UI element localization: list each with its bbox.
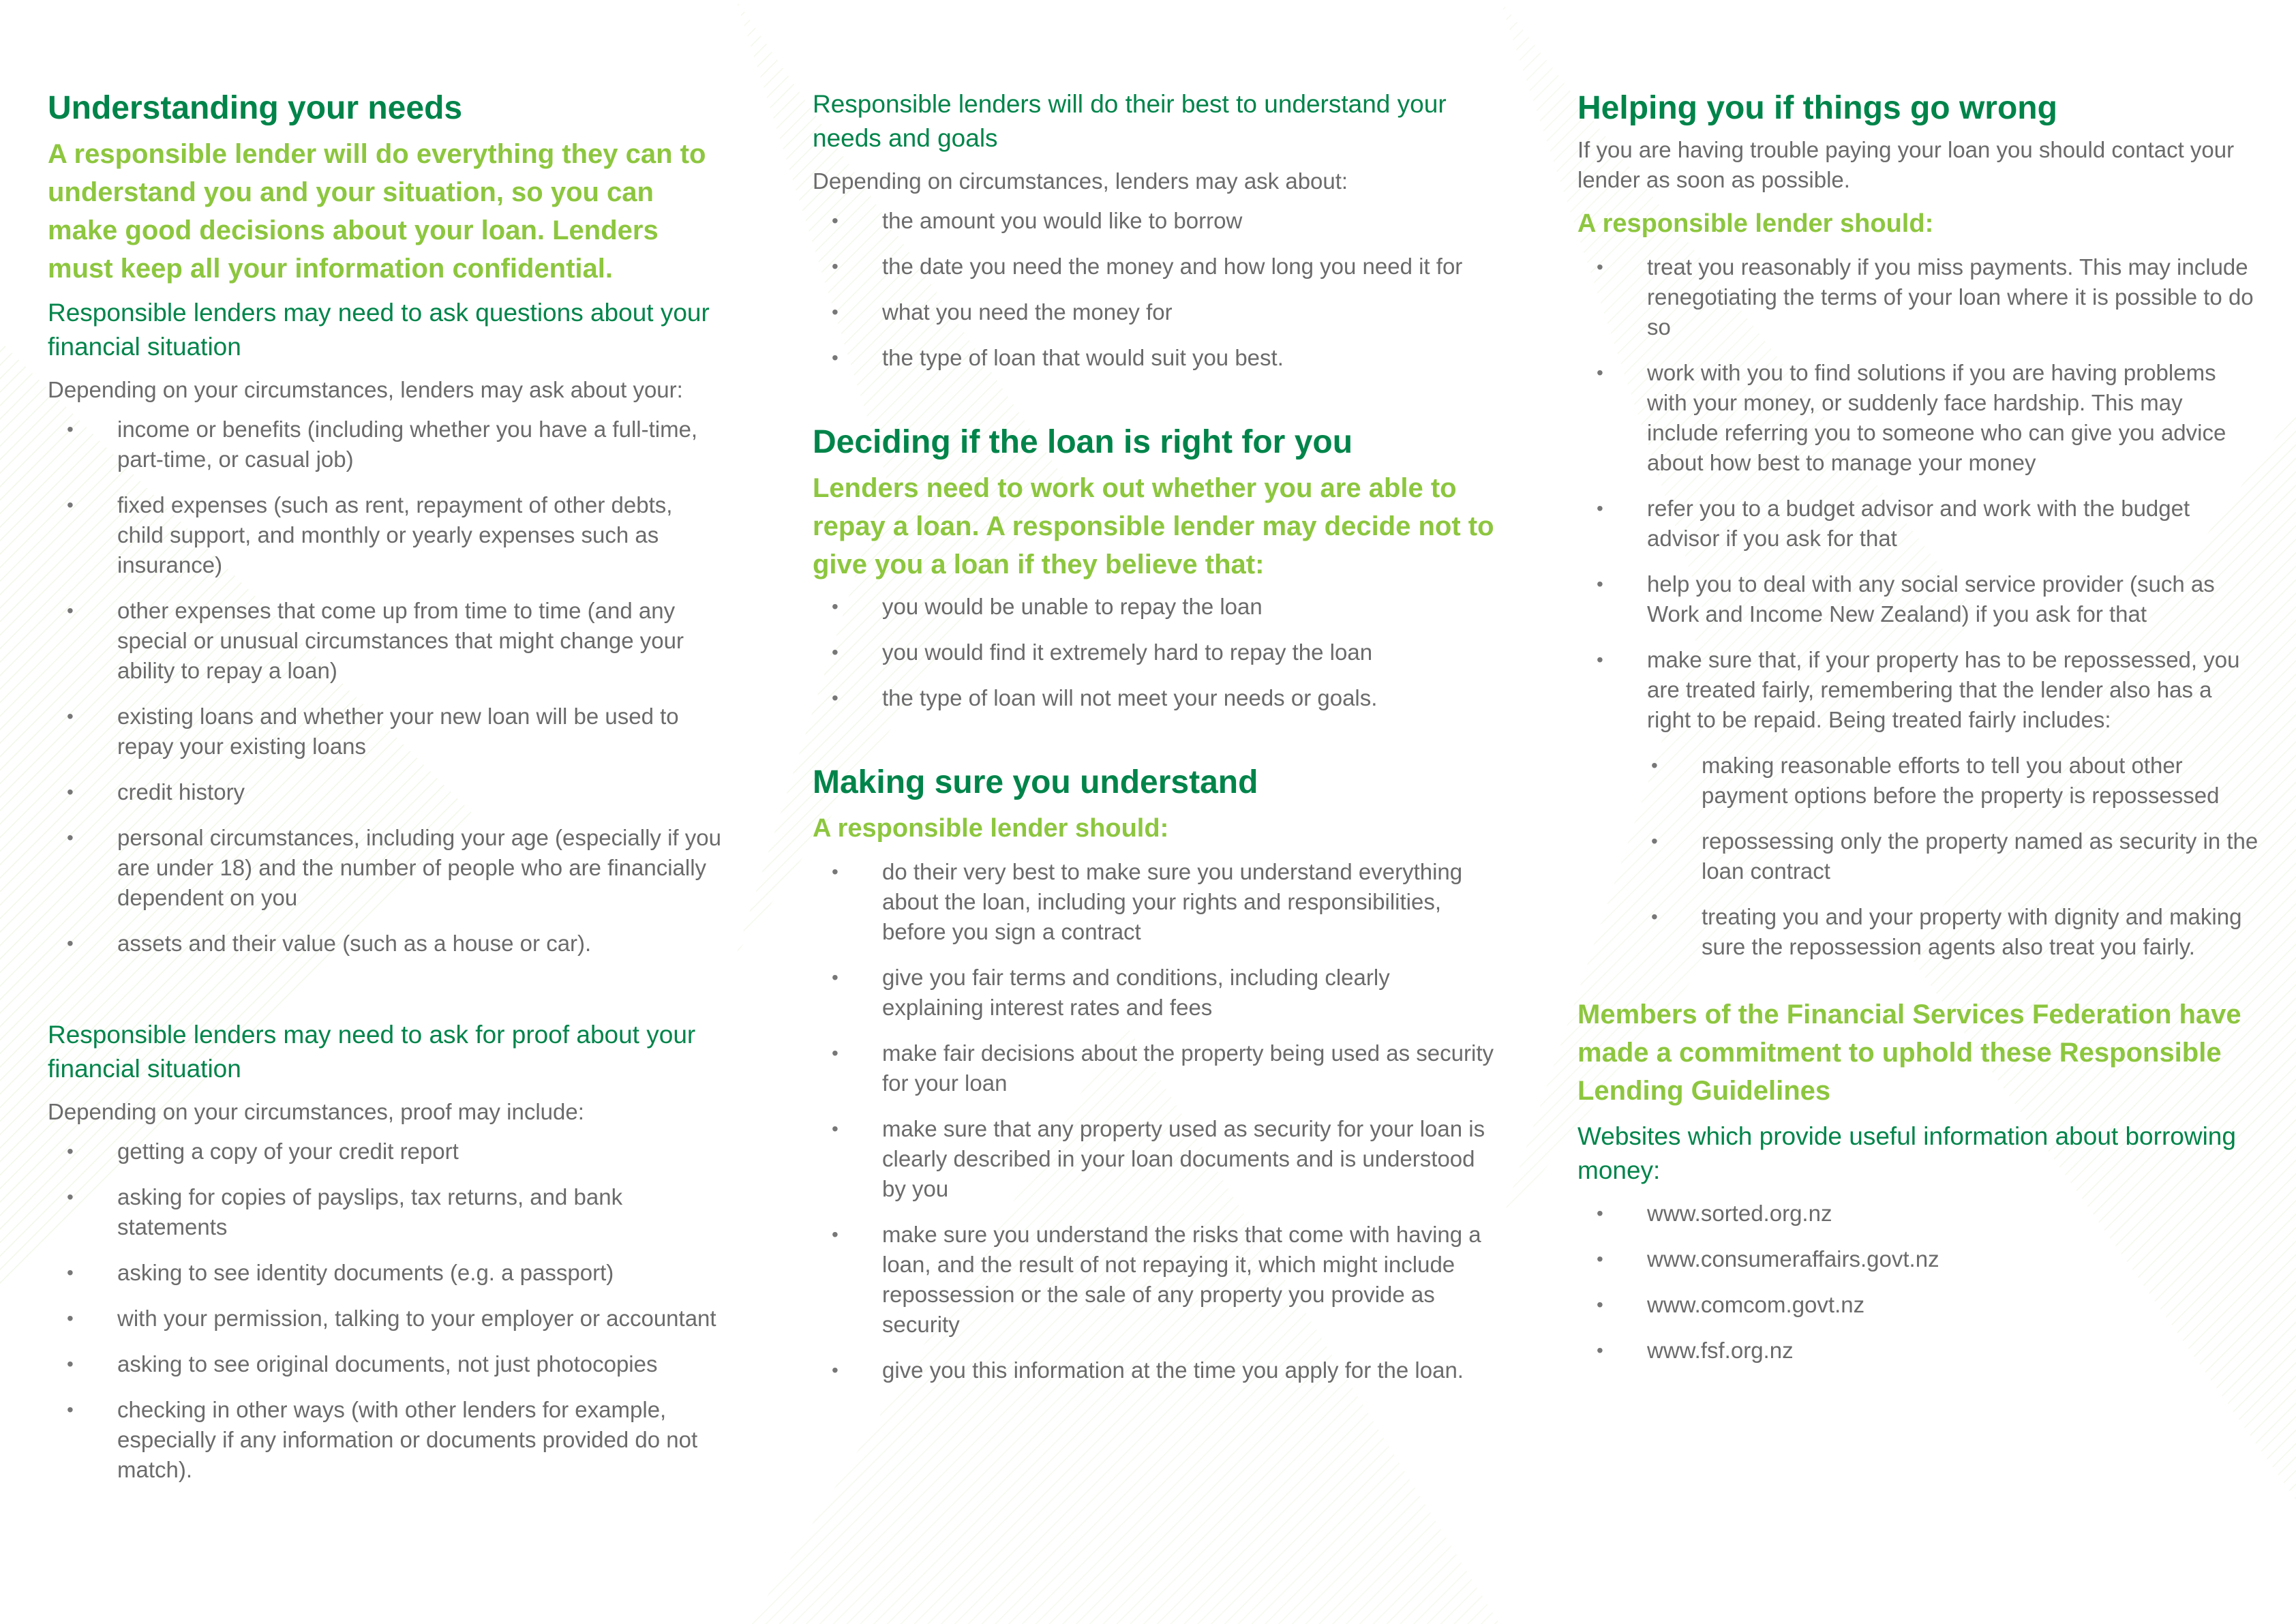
list-item: • give you fair terms and conditions, including clearly explaining interest rates and fees	[813, 963, 1494, 1023]
lead-helping: A responsible lender should:	[1577, 209, 1934, 238]
list-item: • refer you to a budget advisor and work with the budget advisor if you ask for that	[1577, 494, 2259, 554]
sublist-item: • treating you and your property with dignity and making sure the repossession agents also treat you fairly.	[1647, 902, 2259, 962]
lead-making-sure: A responsible lender should:	[813, 814, 1169, 843]
list-making-sure	[813, 857, 1494, 1385]
list-item: • getting a copy of your credit report	[48, 1137, 723, 1167]
list-websites	[1577, 1199, 2259, 1366]
intro-proof: Depending on your circumstances, proof may include:	[48, 1099, 584, 1124]
list-item: • asking to see identity documents (e.g. a passport)	[48, 1258, 723, 1288]
list-item: • fixed expenses (such as rent, repayment of other debts, child support, and monthly or yearly expenses such as insurance)	[48, 490, 723, 580]
list-item: • do their very best to make sure you understand everything about the loan, including your rights and responsibilities, before you sign a contract	[813, 857, 1494, 947]
list-proof	[48, 1137, 723, 1485]
list-item: • give you this information at the time you apply for the loan.	[813, 1355, 1494, 1385]
list-questions	[48, 415, 723, 959]
sublist-treated-fairly	[1647, 751, 2259, 962]
list-item: • with your permission, talking to your employer or accountant	[48, 1304, 723, 1334]
website-link[interactable]: • www.sorted.org.nz	[1577, 1199, 2259, 1229]
list-item: • make fair decisions about the property being used as security for your loan	[813, 1038, 1494, 1098]
subheading-proof: Responsible lenders may need to ask for proof about your financial situation	[48, 1021, 696, 1083]
intro-helping: If you are having trouble paying your loan you should contact your lender as soon as possible.	[1577, 137, 2235, 192]
list-deciding	[813, 592, 1494, 713]
list-item: • personal circumstances, including your age (especially if you are under 18) and the number of people who are financially dependent on you	[48, 823, 723, 913]
website-link[interactable]: • www.fsf.org.nz	[1577, 1336, 2259, 1366]
lead-deciding: Lenders need to work out whether you are able to repay a loan. A responsible lender may decide not to give you a loan if they believe that:	[813, 473, 1494, 580]
list-item: • make sure you understand the risks that come with having a loan, and the result of not repaying it, which might include repossession or the sale of any property you provide as security	[813, 1220, 1494, 1340]
section-title-making-sure: Making sure you understand	[813, 764, 1258, 800]
list-item: • help you to deal with any social service provider (such as Work and Income New Zealand) if you ask for that	[1577, 569, 2259, 629]
list-item: • existing loans and whether your new loan will be used to repay your existing loans	[48, 702, 723, 762]
list-item: • you would find it extremely hard to repay the loan	[813, 637, 1494, 667]
subheading-websites: Websites which provide useful information about borrowing money:	[1577, 1122, 2236, 1184]
list-item: • make sure that any property used as security for your loan is clearly described in your loan documents and is understood by you	[813, 1114, 1494, 1204]
subheading-questions: Responsible lenders may need to ask questions about your financial situation	[48, 299, 710, 361]
list-item: • the date you need the money and how long you need it for	[813, 252, 1494, 282]
right-column	[1577, 87, 2259, 1381]
sublist-item: • making reasonable efforts to tell you about other payment options before the property is repossessed	[1647, 751, 2259, 811]
list-item: • work with you to find solutions if you are having problems with your money, or suddenly face hardship. This may include referring you to someone who can give you advice about how best to manage your money	[1577, 358, 2259, 478]
lead-understanding: A responsible lender will do everything they can to understand you and your situation, so you can make good decisions about your loan. Lenders must keep all your information confidential.	[48, 139, 706, 284]
list-item: • the type of loan will not meet your needs or goals.	[813, 683, 1494, 713]
section-title-understanding: Understanding your needs	[48, 90, 463, 126]
list-needs-goals	[813, 206, 1494, 373]
list-item-with-sublist	[1577, 645, 2259, 962]
list-item: • assets and their value (such as a house or car).	[48, 929, 723, 959]
website-link[interactable]: • www.consumeraffairs.govt.nz	[1577, 1244, 2259, 1274]
list-item: • what you need the money for	[813, 297, 1494, 327]
section-title-helping: Helping you if things go wrong	[1577, 90, 2057, 126]
list-item: • the amount you would like to borrow	[813, 206, 1494, 236]
subheading-needs-goals: Responsible lenders will do their best to understand your needs and goals	[813, 90, 1447, 152]
list-item: • credit history	[48, 777, 723, 807]
website-link[interactable]: • www.comcom.govt.nz	[1577, 1290, 2259, 1320]
list-helping	[1577, 252, 2259, 962]
list-item-text: make sure that, if your property has to be repossessed, you are treated fairly, remembering that the lender also has a right to be repaid. Being treated fairly includes:	[1647, 647, 2240, 732]
middle-column	[813, 87, 1494, 1401]
list-item: • income or benefits (including whether you have a full-time, part-time, or casual job)	[48, 415, 723, 475]
intro-needs-goals: Depending on circumstances, lenders may ask about:	[813, 168, 1348, 194]
members-commitment: Members of the Financial Services Federation have made a commitment to uphold these Responsible Lending Guidelines	[1577, 999, 2241, 1106]
list-item: • you would be unable to repay the loan	[813, 592, 1494, 622]
list-item: • other expenses that come up from time to time (and any special or unusual circumstances that might change your ability to repay a loan)	[48, 596, 723, 686]
list-item: • checking in other ways (with other lenders for example, especially if any information or documents provided do not match).	[48, 1395, 723, 1485]
sublist-item: • repossessing only the property named as security in the loan contract	[1647, 826, 2259, 886]
intro-questions: Depending on your circumstances, lenders may ask about your:	[48, 377, 683, 402]
list-item: • the type of loan that would suit you best.	[813, 343, 1494, 373]
section-title-deciding: Deciding if the loan is right for you	[813, 424, 1353, 460]
left-column	[48, 87, 723, 1501]
list-item: • treat you reasonably if you miss payments. This may include renegotiating the terms of your loan where it is possible to do so	[1577, 252, 2259, 342]
list-item: • asking for copies of payslips, tax returns, and bank statements	[48, 1182, 723, 1242]
list-item: • asking to see original documents, not just photocopies	[48, 1349, 723, 1379]
